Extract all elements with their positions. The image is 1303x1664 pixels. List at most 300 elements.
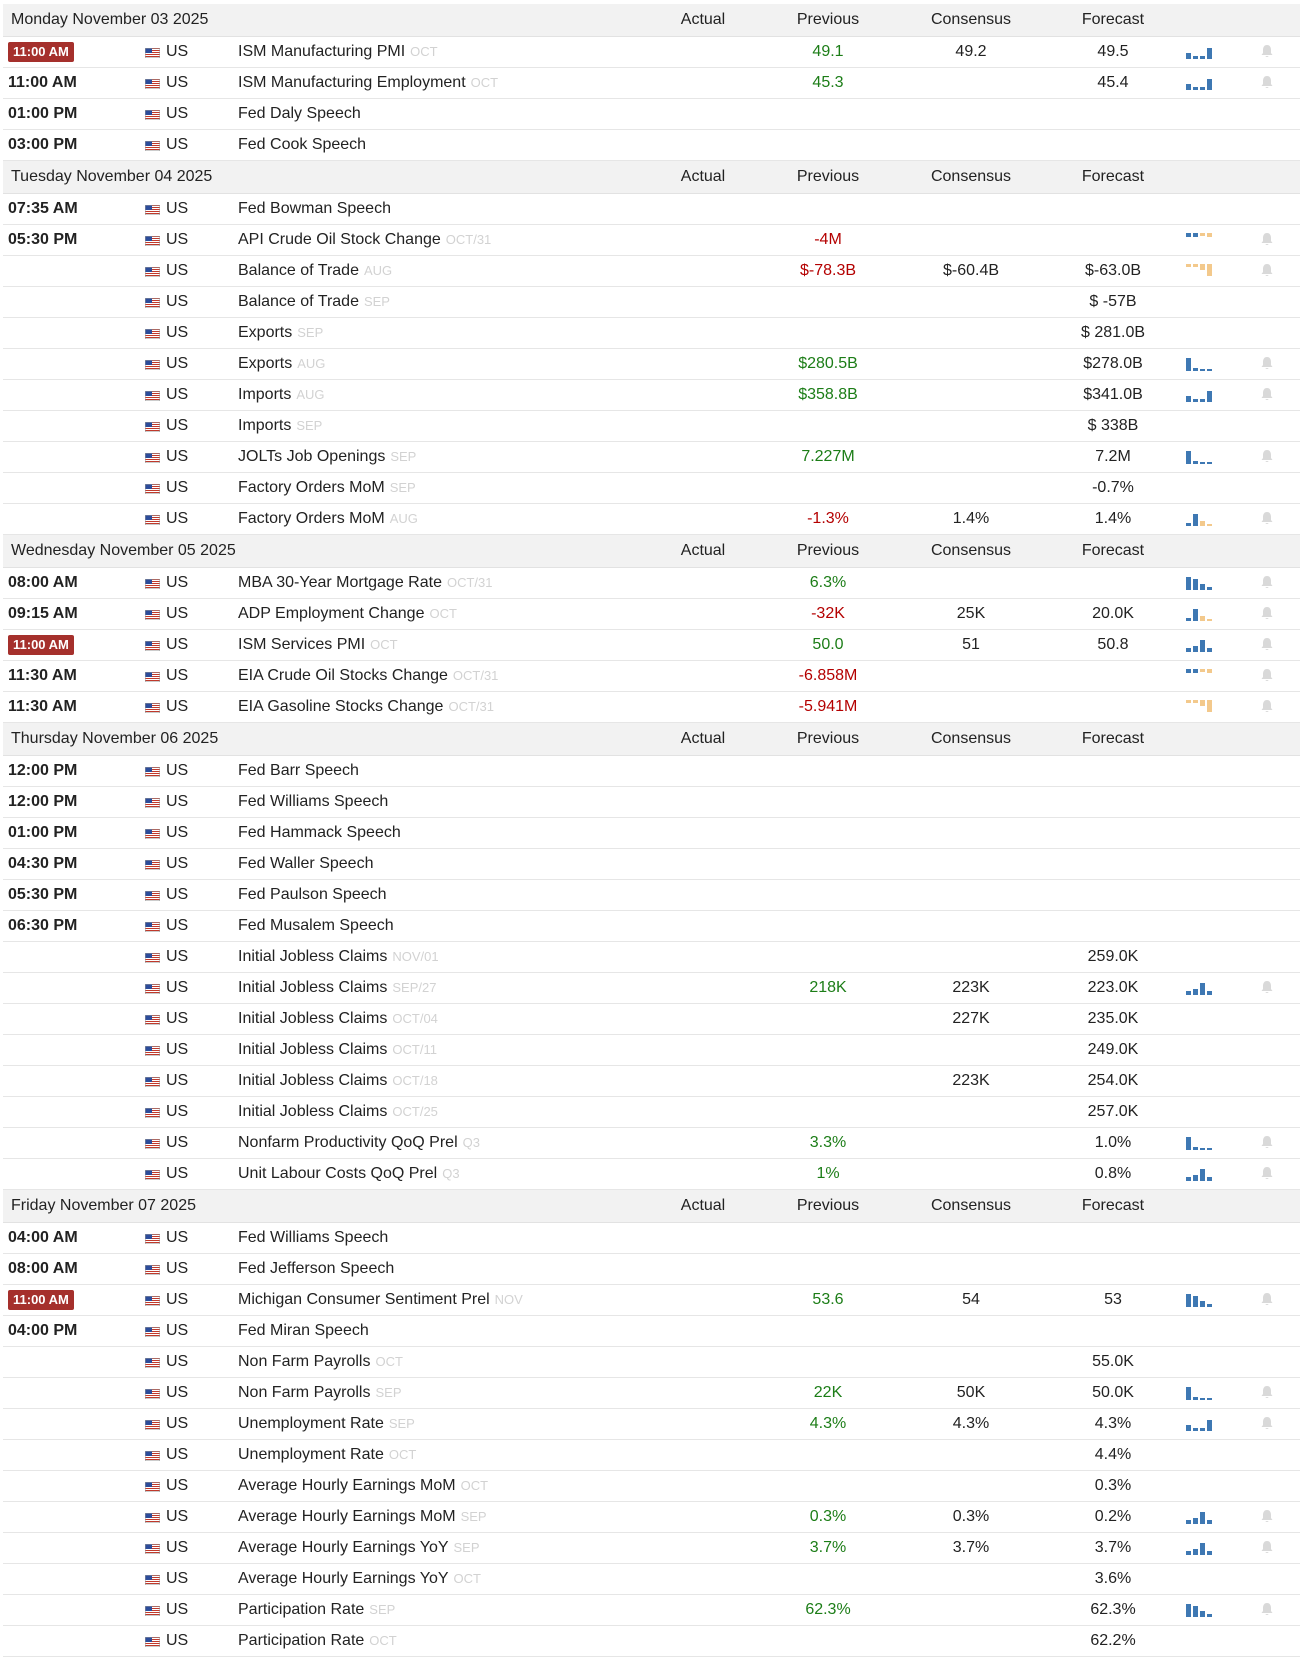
event-forecast-value: 249.0K: [1087, 1041, 1139, 1058]
sparkline-chart-icon[interactable]: [1185, 263, 1213, 279]
us-flag-icon: [145, 360, 160, 370]
event-name-link[interactable]: Participation Rate SEP: [238, 1601, 396, 1618]
event-row[interactable]: [3, 318, 1300, 349]
event-country: US: [166, 231, 189, 248]
column-header-forecast: Forecast: [1081, 168, 1145, 185]
day-date: Friday November 07 2025: [11, 1197, 196, 1214]
event-country: US: [166, 917, 189, 934]
event-row[interactable]: [3, 442, 1300, 473]
event-name-link[interactable]: Fed Jefferson Speech: [238, 1260, 395, 1277]
bell-icon[interactable]: [1260, 356, 1274, 371]
event-reference-period: AUG: [363, 263, 393, 278]
event-name-link[interactable]: Nonfarm Productivity QoQ Prel Q3: [238, 1134, 480, 1151]
event-previous-value: 3.7%: [809, 1539, 847, 1556]
event-name-link[interactable]: Michigan Consumer Sentiment Prel NOV: [238, 1291, 523, 1308]
sparkline-chart-icon[interactable]: [1185, 637, 1213, 653]
sparkline-chart-icon[interactable]: [1185, 44, 1213, 60]
event-row[interactable]: [3, 661, 1300, 692]
event-name-link[interactable]: Initial Jobless Claims NOV/01: [238, 948, 439, 965]
event-row[interactable]: [3, 818, 1300, 849]
event-reference-period: SEP: [460, 1509, 487, 1524]
us-flag-icon: [145, 1358, 160, 1368]
event-row[interactable]: [3, 99, 1300, 130]
us-flag-icon: [145, 1513, 160, 1523]
event-country: US: [166, 324, 189, 341]
bell-icon[interactable]: [1260, 1166, 1274, 1181]
event-row[interactable]: [3, 1223, 1300, 1254]
event-forecast-value: 259.0K: [1087, 948, 1139, 965]
us-flag-icon: [145, 1606, 160, 1616]
us-flag-icon: [145, 48, 160, 58]
event-row[interactable]: [3, 1502, 1300, 1533]
sparkline-chart-icon[interactable]: [1185, 1292, 1213, 1308]
event-time: [8, 37, 74, 67]
event-name-link[interactable]: Average Hourly Earnings MoM OCT: [238, 1477, 489, 1494]
us-flag-icon: [145, 798, 160, 808]
us-flag-icon: [145, 1296, 160, 1306]
event-reference-period: OCT/31: [446, 575, 493, 590]
event-name-link[interactable]: Imports AUG: [238, 386, 325, 403]
us-flag-icon: [145, 1234, 160, 1244]
event-row[interactable]: [3, 1316, 1300, 1347]
bell-icon[interactable]: [1260, 44, 1274, 59]
event-row[interactable]: [3, 1285, 1300, 1316]
event-previous-value: $-78.3B: [799, 262, 857, 279]
sparkline-chart-icon[interactable]: [1185, 606, 1213, 622]
event-name-link[interactable]: Average Hourly Earnings YoY OCT: [238, 1570, 481, 1587]
event-forecast-value: 4.3%: [1094, 1415, 1132, 1432]
event-reference-period: NOV: [494, 1292, 523, 1307]
event-row[interactable]: [3, 568, 1300, 599]
event-previous-value: 62.3%: [805, 1601, 851, 1618]
sparkline-chart-icon[interactable]: [1185, 75, 1213, 91]
bell-icon[interactable]: [1260, 1509, 1274, 1524]
event-row[interactable]: [3, 849, 1300, 880]
us-flag-icon: [145, 453, 160, 463]
bell-icon[interactable]: [1260, 606, 1274, 621]
event-time: 04:30 PM: [8, 855, 78, 872]
event-row[interactable]: [3, 599, 1300, 630]
event-country: US: [166, 1539, 189, 1556]
us-flag-icon: [145, 141, 160, 151]
event-name-link[interactable]: Initial Jobless Claims SEP/27: [238, 979, 437, 996]
event-forecast-value: 223.0K: [1087, 979, 1139, 996]
event-row[interactable]: [3, 194, 1300, 225]
event-row[interactable]: [3, 473, 1300, 504]
event-name-link[interactable]: Fed Musalem Speech: [238, 917, 394, 934]
us-flag-icon: [145, 1482, 160, 1492]
event-time: 04:00 AM: [8, 1229, 78, 1246]
sparkline-chart-icon[interactable]: [1185, 1540, 1213, 1556]
event-reference-period: OCT: [375, 1354, 403, 1369]
event-country: US: [166, 1041, 189, 1058]
event-consensus-value: 1.4%: [952, 510, 990, 527]
us-flag-icon: [145, 610, 160, 620]
event-row[interactable]: [3, 1066, 1300, 1097]
event-row[interactable]: [3, 1564, 1300, 1595]
event-name-link[interactable]: Exports SEP: [238, 324, 324, 341]
event-previous-value: -6.858M: [798, 667, 858, 684]
event-reference-period: SEP: [453, 1540, 480, 1555]
sparkline-chart-icon[interactable]: [1185, 668, 1213, 684]
sparkline-chart-icon[interactable]: [1185, 1416, 1213, 1432]
us-flag-icon: [145, 1575, 160, 1585]
sparkline-chart-icon[interactable]: [1185, 699, 1213, 715]
bell-icon[interactable]: [1260, 511, 1274, 526]
event-country: US: [166, 293, 189, 310]
event-name-link[interactable]: Factory Orders MoM AUG: [238, 510, 418, 527]
sparkline-chart-icon[interactable]: [1185, 356, 1213, 372]
us-flag-icon: [145, 579, 160, 589]
event-country: US: [166, 1601, 189, 1618]
event-row[interactable]: [3, 380, 1300, 411]
event-name-link[interactable]: Initial Jobless Claims OCT/25: [238, 1103, 438, 1120]
event-row[interactable]: [3, 256, 1300, 287]
event-country: US: [166, 74, 189, 91]
high-importance-time-badge: 11:00 AM: [8, 42, 74, 62]
event-forecast-value: -0.7%: [1092, 479, 1134, 496]
event-name-link[interactable]: ADP Employment Change OCT: [238, 605, 457, 622]
event-time: 11:30 AM: [8, 698, 77, 715]
event-name-link[interactable]: Factory Orders MoM SEP: [238, 479, 416, 496]
event-name-link[interactable]: API Crude Oil Stock Change OCT/31: [238, 231, 492, 248]
event-country: US: [166, 136, 189, 153]
sparkline-chart-icon[interactable]: [1185, 1602, 1213, 1618]
event-row[interactable]: [3, 880, 1300, 911]
event-country: US: [166, 1508, 189, 1525]
event-country: US: [166, 1322, 189, 1339]
event-row[interactable]: [3, 225, 1300, 256]
event-row[interactable]: [3, 1097, 1300, 1128]
event-country: US: [166, 1291, 189, 1308]
event-name-link[interactable]: Non Farm Payrolls OCT: [238, 1353, 403, 1370]
event-name-link[interactable]: Non Farm Payrolls SEP: [238, 1384, 402, 1401]
event-country: US: [166, 1446, 189, 1463]
event-reference-period: SEP: [375, 1385, 402, 1400]
bell-icon[interactable]: [1260, 263, 1274, 278]
event-country: US: [166, 386, 189, 403]
event-forecast-value: 20.0K: [1092, 605, 1134, 622]
day-header: [3, 161, 1300, 194]
us-flag-icon: [145, 236, 160, 246]
event-name-link[interactable]: Unit Labour Costs QoQ Prel Q3: [238, 1165, 460, 1182]
event-row[interactable]: [3, 630, 1300, 661]
event-country: US: [166, 479, 189, 496]
event-country: US: [166, 1632, 189, 1649]
event-reference-period: OCT: [470, 75, 499, 90]
us-flag-icon: [145, 672, 160, 682]
us-flag-icon: [145, 1015, 160, 1025]
event-previous-value: 6.3%: [809, 574, 847, 591]
event-consensus-value: 54: [962, 1291, 980, 1308]
event-time: 04:00 PM: [8, 1322, 78, 1339]
event-row[interactable]: [3, 1626, 1300, 1657]
event-name-link[interactable]: Unemployment Rate OCT: [238, 1446, 417, 1463]
event-row[interactable]: [3, 130, 1300, 161]
bell-icon[interactable]: [1260, 1416, 1274, 1431]
event-name-link[interactable]: Fed Bowman Speech: [238, 200, 391, 217]
event-consensus-value: 49.2: [955, 43, 987, 60]
sparkline-chart-icon[interactable]: [1185, 449, 1213, 465]
event-row[interactable]: [3, 504, 1300, 535]
event-name-link[interactable]: Imports SEP: [238, 417, 323, 434]
event-reference-period: OCT: [429, 606, 457, 621]
event-row[interactable]: [3, 692, 1300, 723]
sparkline-chart-icon[interactable]: [1185, 575, 1213, 591]
bell-icon[interactable]: [1260, 668, 1274, 683]
event-forecast-value: $ 338B: [1087, 417, 1139, 434]
event-forecast-value: 1.0%: [1094, 1134, 1132, 1151]
event-row[interactable]: [3, 411, 1300, 442]
event-previous-value: 49.1: [812, 43, 844, 60]
day-date: Thursday November 06 2025: [11, 730, 219, 747]
event-previous-value: 22K: [813, 1384, 843, 1401]
event-forecast-value: 50.0K: [1092, 1384, 1134, 1401]
event-country: US: [166, 43, 189, 60]
event-name-link[interactable]: Average Hourly Earnings YoY SEP: [238, 1539, 480, 1556]
us-flag-icon: [145, 484, 160, 494]
event-reference-period: OCT: [410, 44, 438, 59]
us-flag-icon: [145, 298, 160, 308]
us-flag-icon: [145, 1327, 160, 1337]
event-name-link[interactable]: EIA Crude Oil Stocks Change OCT/31: [238, 667, 499, 684]
event-name-link[interactable]: Balance of Trade SEP: [238, 293, 390, 310]
event-country: US: [166, 574, 189, 591]
sparkline-chart-icon[interactable]: [1185, 980, 1213, 996]
sparkline-chart-icon[interactable]: [1185, 511, 1213, 527]
event-name-link[interactable]: ISM Manufacturing PMI OCT: [238, 43, 438, 60]
event-forecast-value: 45.4: [1097, 74, 1129, 91]
event-name-link[interactable]: MBA 30-Year Mortgage Rate OCT/31: [238, 574, 493, 591]
event-row[interactable]: [3, 756, 1300, 787]
column-header-actual: Actual: [680, 730, 726, 747]
event-consensus-value: 25K: [956, 605, 986, 622]
event-forecast-value: 4.4%: [1094, 1446, 1132, 1463]
event-country: US: [166, 636, 189, 653]
event-name-link[interactable]: Balance of Trade AUG: [238, 262, 393, 279]
event-name-link[interactable]: Fed Paulson Speech: [238, 886, 387, 903]
event-reference-period: SEP/27: [392, 980, 437, 995]
event-forecast-value: 3.7%: [1094, 1539, 1132, 1556]
sparkline-chart-icon[interactable]: [1185, 1135, 1213, 1151]
event-country: US: [166, 793, 189, 810]
day-date: Tuesday November 04 2025: [11, 168, 213, 185]
high-importance-time-badge: 11:00 AM: [8, 635, 74, 655]
event-time: 01:00 PM: [8, 824, 78, 841]
event-name-link[interactable]: Fed Daly Speech: [238, 105, 361, 122]
event-forecast-value: 62.3%: [1090, 1601, 1136, 1618]
bell-icon[interactable]: [1260, 637, 1274, 652]
event-forecast-value: 1.4%: [1094, 510, 1132, 527]
event-country: US: [166, 1384, 189, 1401]
event-time: 12:00 PM: [8, 762, 78, 779]
event-name-link[interactable]: Unemployment Rate SEP: [238, 1415, 415, 1432]
event-row[interactable]: [3, 973, 1300, 1004]
bell-icon[interactable]: [1260, 980, 1274, 995]
event-row[interactable]: [3, 37, 1300, 68]
event-name-link[interactable]: Exports AUG: [238, 355, 326, 372]
event-name-link[interactable]: Fed Waller Speech: [238, 855, 374, 872]
event-row[interactable]: [3, 1471, 1300, 1502]
event-forecast-value: 7.2M: [1095, 448, 1131, 465]
event-previous-value: 1%: [816, 1165, 840, 1182]
event-consensus-value: 51: [962, 636, 980, 653]
event-forecast-value: $341.0B: [1083, 386, 1143, 403]
event-name-link[interactable]: Participation Rate OCT: [238, 1632, 397, 1649]
event-row[interactable]: [3, 1533, 1300, 1564]
event-previous-value: -1.3%: [807, 510, 849, 527]
event-row[interactable]: [3, 1254, 1300, 1285]
economic-calendar-table: [3, 4, 1300, 1657]
bell-icon[interactable]: [1260, 449, 1274, 464]
event-row[interactable]: [3, 911, 1300, 942]
bell-icon[interactable]: [1260, 1602, 1274, 1617]
event-row[interactable]: [3, 1035, 1300, 1066]
event-row[interactable]: [3, 1159, 1300, 1190]
event-row[interactable]: [3, 349, 1300, 380]
event-consensus-value: $-60.4B: [942, 262, 1000, 279]
event-name-link[interactable]: Fed Hammack Speech: [238, 824, 401, 841]
event-forecast-value: 0.3%: [1094, 1477, 1132, 1494]
event-name-link[interactable]: ISM Manufacturing Employment OCT: [238, 74, 499, 91]
event-reference-period: Q3: [462, 1135, 480, 1150]
event-row[interactable]: [3, 1378, 1300, 1409]
event-country: US: [166, 262, 189, 279]
event-time: 03:00 PM: [8, 136, 78, 153]
event-time: 11:30 AM: [8, 667, 77, 684]
event-country: US: [166, 1570, 189, 1587]
us-flag-icon: [145, 422, 160, 432]
event-name-link[interactable]: Initial Jobless Claims OCT/18: [238, 1072, 438, 1089]
event-country: US: [166, 510, 189, 527]
event-time: 08:00 AM: [8, 574, 78, 591]
event-reference-period: OCT/04: [392, 1011, 438, 1026]
column-header-previous: Previous: [796, 1197, 860, 1214]
column-header-previous: Previous: [796, 542, 860, 559]
event-country: US: [166, 1415, 189, 1432]
bell-icon[interactable]: [1260, 1540, 1274, 1555]
event-country: US: [166, 698, 189, 715]
event-previous-value: $280.5B: [798, 355, 858, 372]
column-header-actual: Actual: [680, 168, 726, 185]
event-row[interactable]: [3, 1440, 1300, 1471]
event-row[interactable]: [3, 287, 1300, 318]
event-name-link[interactable]: Average Hourly Earnings MoM SEP: [238, 1508, 487, 1525]
column-header-consensus: Consensus: [930, 730, 1012, 747]
us-flag-icon: [145, 391, 160, 401]
us-flag-icon: [145, 953, 160, 963]
event-previous-value: -32K: [811, 605, 845, 622]
event-forecast-value: $ 281.0B: [1080, 324, 1146, 341]
event-name-link[interactable]: Fed Cook Speech: [238, 136, 367, 153]
column-header-forecast: Forecast: [1081, 1197, 1145, 1214]
event-reference-period: SEP: [369, 1602, 396, 1617]
sparkline-chart-icon[interactable]: [1185, 387, 1213, 403]
event-name-link[interactable]: ISM Services PMI OCT: [238, 636, 398, 653]
event-reference-period: OCT/25: [392, 1104, 438, 1119]
bell-icon[interactable]: [1260, 1135, 1274, 1150]
bell-icon[interactable]: [1260, 699, 1274, 714]
sparkline-chart-icon[interactable]: [1185, 232, 1213, 248]
event-reference-period: OCT: [369, 1633, 397, 1648]
event-country: US: [166, 105, 189, 122]
us-flag-icon: [145, 767, 160, 777]
event-name-link[interactable]: Initial Jobless Claims OCT/11: [238, 1041, 437, 1058]
event-reference-period: SEP: [297, 325, 324, 340]
event-previous-value: 0.3%: [809, 1508, 847, 1525]
bell-icon[interactable]: [1260, 75, 1274, 90]
event-previous-value: 4.3%: [809, 1415, 847, 1432]
day-date: Wednesday November 05 2025: [11, 542, 236, 559]
event-country: US: [166, 1229, 189, 1246]
event-time: 09:15 AM: [8, 605, 78, 622]
event-consensus-value: 0.3%: [952, 1508, 990, 1525]
event-name-link[interactable]: JOLTs Job Openings SEP: [238, 448, 417, 465]
event-forecast-value: 0.8%: [1094, 1165, 1132, 1182]
event-reference-period: OCT/18: [392, 1073, 438, 1088]
event-consensus-value: 227K: [952, 1010, 990, 1027]
event-name-link[interactable]: Initial Jobless Claims OCT/04: [238, 1010, 438, 1027]
event-name-link[interactable]: Fed Williams Speech: [238, 1229, 389, 1246]
event-previous-value: -5.941M: [798, 698, 858, 715]
us-flag-icon: [145, 267, 160, 277]
event-previous-value: 53.6: [812, 1291, 844, 1308]
high-importance-time-badge: 11:00 AM: [8, 1290, 74, 1310]
event-row[interactable]: [3, 1595, 1300, 1626]
event-consensus-value: 3.7%: [952, 1539, 990, 1556]
event-previous-value: 45.3: [812, 74, 844, 91]
event-previous-value: 7.227M: [801, 448, 855, 465]
event-row[interactable]: [3, 787, 1300, 818]
event-row[interactable]: [3, 68, 1300, 99]
event-name-link[interactable]: Fed Williams Speech: [238, 793, 389, 810]
sparkline-chart-icon[interactable]: [1185, 1509, 1213, 1525]
event-name-link[interactable]: Fed Miran Speech: [238, 1322, 369, 1339]
event-row[interactable]: [3, 1409, 1300, 1440]
bell-icon[interactable]: [1260, 575, 1274, 590]
event-row[interactable]: [3, 1128, 1300, 1159]
event-country: US: [166, 948, 189, 965]
day-header: [3, 1190, 1300, 1223]
us-flag-icon: [145, 110, 160, 120]
event-reference-period: SEP: [296, 418, 323, 433]
event-country: US: [166, 355, 189, 372]
event-consensus-value: 4.3%: [952, 1415, 990, 1432]
sparkline-chart-icon[interactable]: [1185, 1166, 1213, 1182]
event-country: US: [166, 1260, 189, 1277]
bell-icon[interactable]: [1260, 232, 1274, 247]
event-forecast-value: 257.0K: [1087, 1103, 1139, 1120]
sparkline-chart-icon[interactable]: [1185, 1385, 1213, 1401]
us-flag-icon: [145, 1170, 160, 1180]
us-flag-icon: [145, 984, 160, 994]
event-name-link[interactable]: EIA Gasoline Stocks Change OCT/31: [238, 698, 494, 715]
event-row[interactable]: [3, 1347, 1300, 1378]
event-consensus-value: 50K: [956, 1384, 986, 1401]
event-name-link[interactable]: Fed Barr Speech: [238, 762, 359, 779]
bell-icon[interactable]: [1260, 387, 1274, 402]
event-reference-period: OCT/31: [448, 699, 494, 714]
bell-icon[interactable]: [1260, 1385, 1274, 1400]
column-header-consensus: Consensus: [930, 1197, 1012, 1214]
event-previous-value: $358.8B: [798, 386, 858, 403]
event-row[interactable]: [3, 1004, 1300, 1035]
event-previous-value: 218K: [809, 979, 847, 996]
event-row[interactable]: [3, 942, 1300, 973]
event-country: US: [166, 1477, 189, 1494]
bell-icon[interactable]: [1260, 1292, 1274, 1307]
us-flag-icon: [145, 703, 160, 713]
